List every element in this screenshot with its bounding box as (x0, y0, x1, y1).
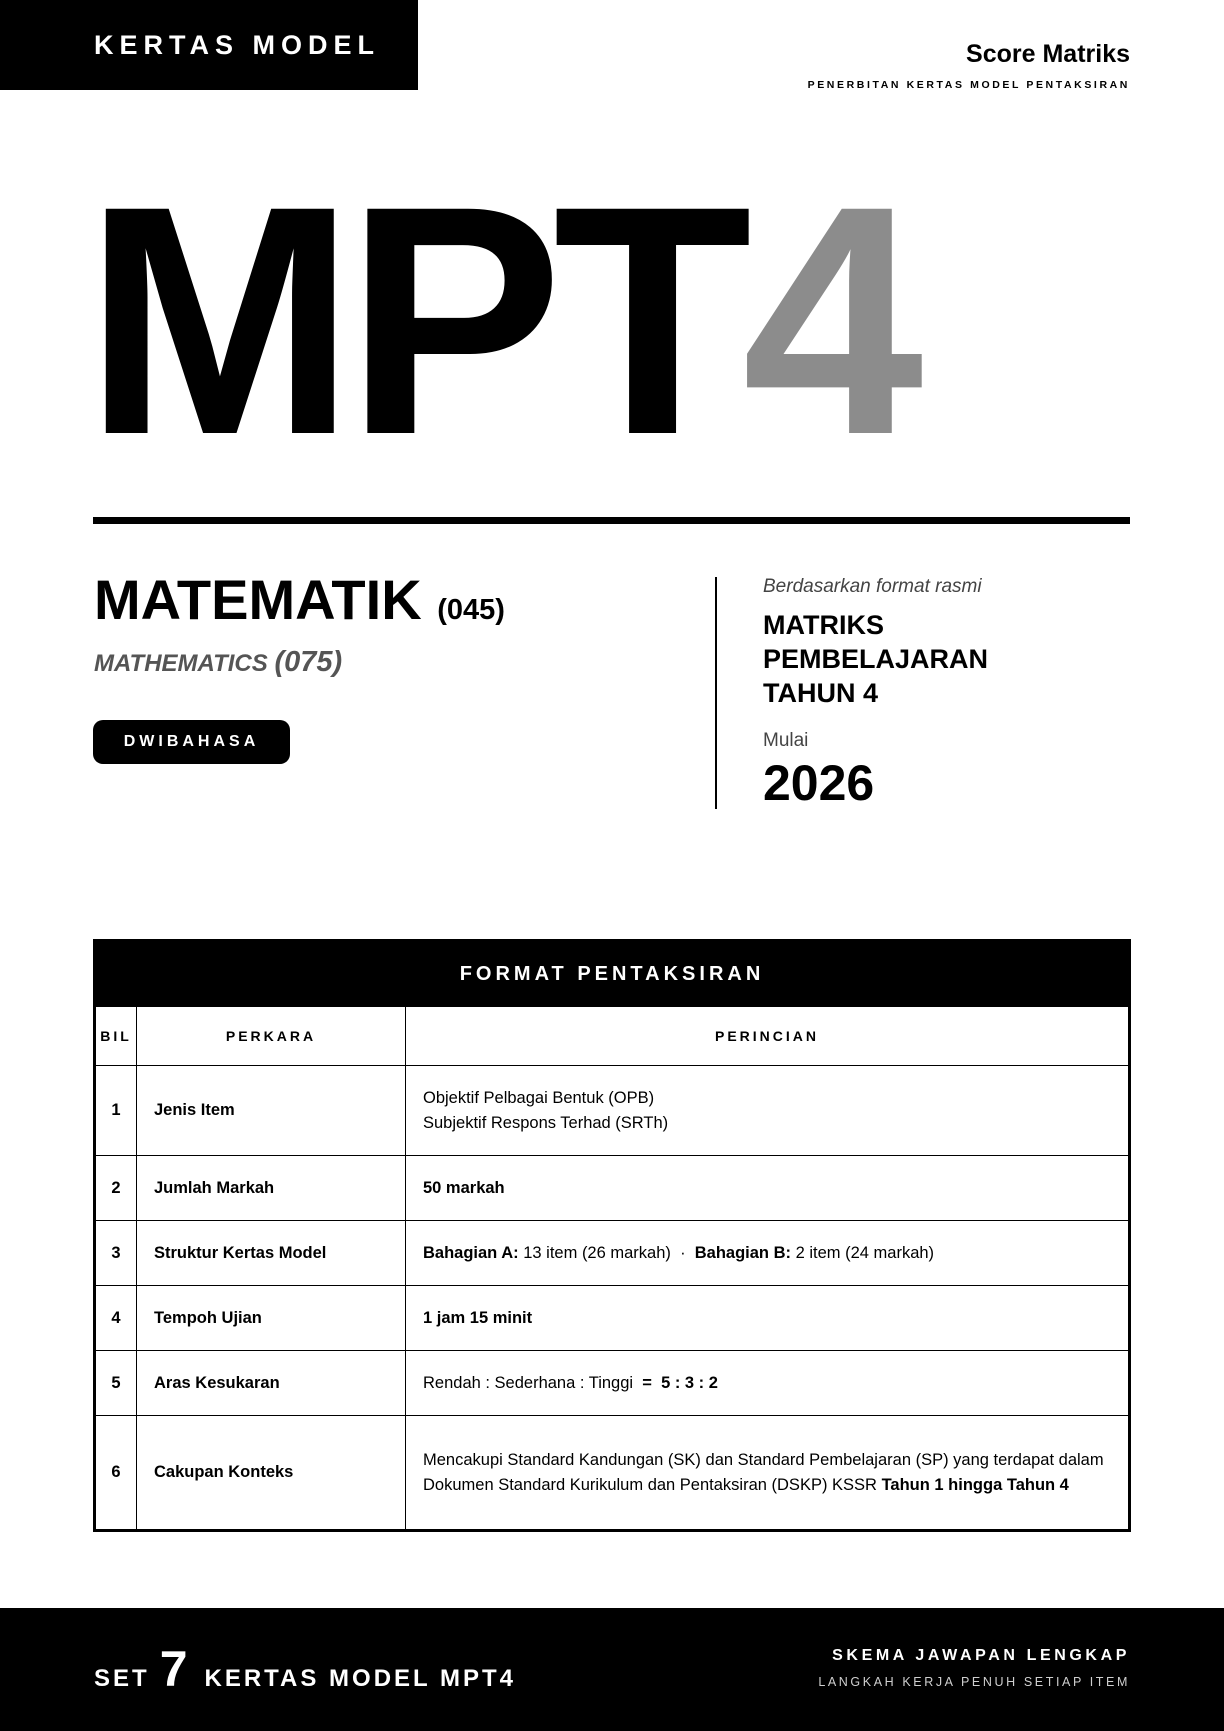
matrix-line: TAHUN 4 (763, 678, 879, 708)
start-label: Mulai (763, 730, 809, 751)
table-caption: FORMAT PENTAKSIRAN (95, 941, 1130, 1007)
row-item: Aras Kesukaran (137, 1351, 406, 1416)
bilingual-badge: DWIBAHASA (93, 720, 290, 764)
matrix-line: PEMBELAJARAN (763, 644, 989, 674)
section-b-label: Bahagian B: (694, 1243, 791, 1262)
set-number: 7 (159, 1641, 191, 1697)
divider-rule (93, 517, 1130, 524)
set-info (94, 1640, 516, 1698)
cover-tag: KERTAS MODEL (0, 0, 418, 90)
table-row (95, 1286, 1130, 1351)
column-header-perkara: PERKARA (137, 1007, 406, 1066)
answer-scheme-info (818, 1647, 1130, 1689)
matrix-info (763, 576, 989, 811)
column-header-bil: BIL (95, 1007, 137, 1066)
section-b-text: 2 item (24 markah) (795, 1243, 935, 1262)
row-number: 6 (95, 1416, 137, 1531)
start-year: 2026 (763, 755, 875, 811)
subject-code-english: (075) (274, 646, 343, 678)
matrix-title (763, 608, 988, 710)
section-a-label: Bahagian A: (423, 1243, 519, 1262)
table-row (95, 1351, 1130, 1416)
answer-scheme-subtitle: LANGKAH KERJA PENUH SETIAP ITEM (818, 1675, 1130, 1689)
row-number: 4 (95, 1286, 137, 1351)
based-on-label: Berdasarkan format rasmi (763, 576, 982, 597)
detail-line: Objektif Pelbagai Bentuk (OPB) (423, 1088, 655, 1107)
assessment-format-table (93, 939, 1131, 1532)
row-item: Struktur Kertas Model (137, 1221, 406, 1286)
set-label: SET (94, 1665, 150, 1692)
table-row (95, 1156, 1130, 1221)
difficulty-levels: Rendah : Sederhana : Tinggi (423, 1373, 634, 1392)
vertical-divider (715, 577, 717, 809)
table-row (95, 1221, 1130, 1286)
subject-name-english: MATHEMATICS (94, 650, 268, 677)
row-detail: 50 markah (406, 1156, 1130, 1221)
subject-title-english (94, 646, 505, 679)
hero-title (84, 139, 914, 503)
column-header-perincian: PERINCIAN (406, 1007, 1130, 1066)
row-item: Tempoh Ujian (137, 1286, 406, 1351)
row-number: 1 (95, 1066, 137, 1156)
row-number: 2 (95, 1156, 137, 1221)
hero-main: MPT (84, 139, 743, 503)
subject-code: (045) (437, 594, 505, 626)
row-detail (406, 1221, 1130, 1286)
separator-dot: · (680, 1243, 686, 1262)
row-detail (406, 1351, 1130, 1416)
row-item: Jumlah Markah (137, 1156, 406, 1221)
table-row (95, 1416, 1130, 1531)
row-detail (406, 1416, 1130, 1531)
publisher-name: Score Matriks (966, 40, 1130, 68)
row-number: 3 (95, 1221, 137, 1286)
footer-bar (0, 1608, 1224, 1731)
row-item: Jenis Item (137, 1066, 406, 1156)
coverage-text: Mencakupi Standard Kandungan (SK) dan Standard Pembelajaran (SP) yang terdapat dalam Dokumen Standard Kurikulum dan Pentaksiran (DSKP) KSSR (423, 1450, 1104, 1494)
subject-title (94, 568, 505, 631)
publisher-subtitle: PENERBITAN KERTAS MODEL PENTAKSIRAN (807, 79, 1130, 91)
detail-line: Subjektif Respons Terhad (SRTh) (423, 1113, 669, 1132)
row-item: Cakupan Konteks (137, 1416, 406, 1531)
coverage-years: Tahun 1 hingga Tahun 4 (881, 1475, 1069, 1494)
answer-scheme-title: SKEMA JAWAPAN LENGKAP (832, 1647, 1130, 1664)
table-row (95, 1066, 1130, 1156)
subject-name: MATEMATIK (94, 568, 422, 631)
row-detail: 1 jam 15 minit (406, 1286, 1130, 1351)
row-detail (406, 1066, 1130, 1156)
subject-block (94, 568, 505, 679)
difficulty-ratio: 5 : 3 : 2 (661, 1373, 718, 1392)
matrix-line: MATRIKS (763, 610, 884, 640)
set-title: KERTAS MODEL MPT4 (204, 1665, 516, 1692)
hero-accent: 4 (742, 139, 914, 503)
publisher (808, 40, 1130, 91)
equals-sign: = (642, 1373, 652, 1392)
row-number: 5 (95, 1351, 137, 1416)
section-a-text: 13 item (26 markah) (523, 1243, 671, 1262)
